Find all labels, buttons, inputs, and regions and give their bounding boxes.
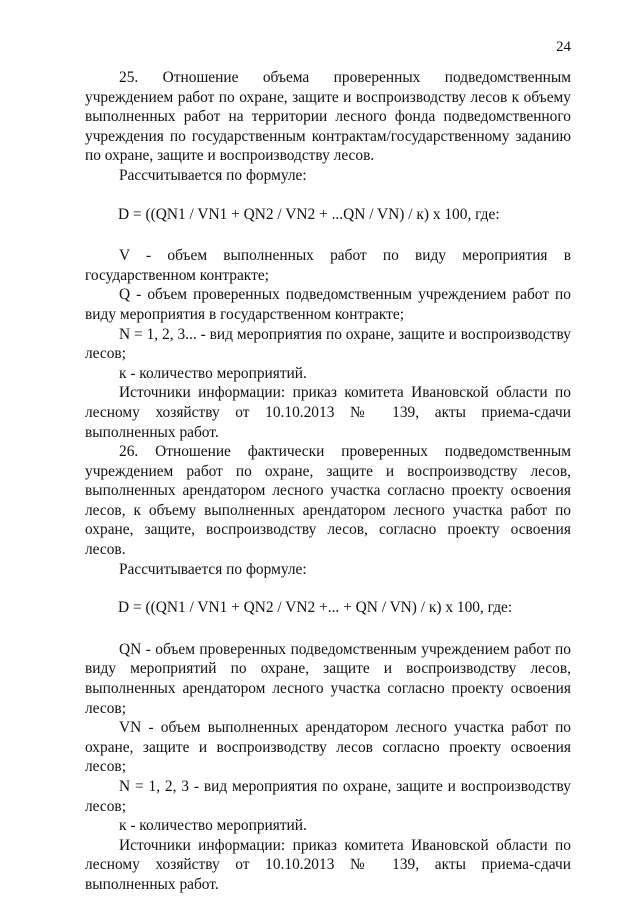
formula: D = ((QN1 / VN1 + QN2 / VN2 + ...QN / VN) / к) х 100, где: [118, 205, 500, 223]
sources-paragraph: Источники информации: приказ комитета Ивановской области по лесному хозяйству от 10.10.2013 № 139, акты приема-сдачи выполненных работ. [85, 836, 571, 893]
page-number: 24 [556, 39, 571, 55]
definition-item: N = 1, 2, 3 - вид мероприятия по охране, защите и воспроизводству лесов; [85, 778, 571, 815]
definition-item: N = 1, 2, 3... - вид мероприятия по охране, защите и воспроизводству лесов; [85, 325, 571, 363]
document-body [85, 68, 571, 895]
formula-intro: Рассчитывается по формуле: [119, 560, 307, 578]
formula: D = ((QN1 / VN1 + QN2 / VN2 +... + QN / VN) / к) х 100, где: [118, 599, 513, 617]
definition-item: V - объем выполненных работ по виду мероприятия в государственном контракте; [85, 247, 571, 284]
definition-item: к - количество мероприятий. [119, 817, 307, 835]
definition-item: QN - объем проверенных подведомственным учреждением работ по виду мероприятий по охране, защите и воспроизводству лесов, выполненных арендатором лесного участка согласно проекту освоения лесов; [85, 640, 571, 717]
section-25 [85, 68, 571, 442]
section-26 [85, 442, 571, 894]
section-heading: 26. Отношение фактически проверенных подведомственным учреждением работ по охране, защите и воспроизводству лесов, выполненных арендатором лесного участка согласно проекту освоения лесов, к объему выполненных арендатором лесного участка работ по охране, защите, воспроизводству лесов, согласно проекту освоения лесов. [85, 443, 571, 559]
sources-paragraph: Источники информации: приказ комитета Ивановской области по лесному хозяйству от 10.10.2013 № 139, акты приема-сдачи выполненных работ. [85, 384, 571, 441]
definition-item: Q - объем проверенных подведомственным учреждением работ по виду мероприятия в государственном контракте; [85, 286, 571, 323]
definition-item: к - количество мероприятий. [119, 364, 307, 382]
section-heading: 25. Отношение объема проверенных подведомственным учреждением работ по охране, защите и воспроизводству лесов к объему выполненных работ на территории лесного фонда подведомственного учреждения по государственным контрактам/государственному заданию по охране, защите и воспроизводству лесов. [85, 69, 571, 165]
definition-item: VN - объем выполненных арендатором лесного участка работ по охране, защите и воспроизводству лесов согласно проекту освоения лесов; [85, 719, 571, 776]
formula-intro: Рассчитывается по формуле: [119, 166, 307, 184]
